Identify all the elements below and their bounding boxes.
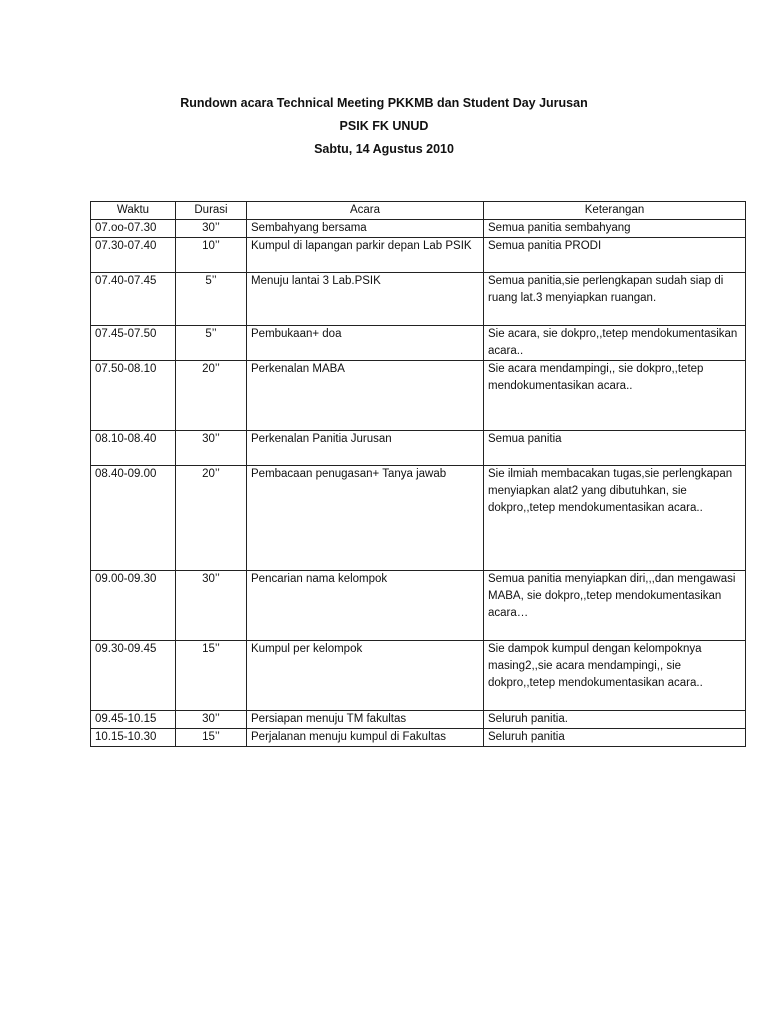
cell-acara: Kumpul di lapangan parkir depan Lab PSIK	[247, 238, 484, 273]
cell-durasi: 5’’	[176, 273, 247, 326]
cell-keterangan: Semua panitia menyiapkan diri,,,dan mengawasi MABA, sie dokpro,,tetep mendokumentasikan acara…	[484, 571, 746, 641]
table-row	[91, 220, 746, 238]
cell-waktu: 07.oo-07.30	[91, 220, 176, 238]
cell-keterangan: Sie dampok kumpul dengan kelompoknya masing2,,sie acara mendampingi,, sie dokpro,,tetep mendokumentasikan acara..	[484, 641, 746, 711]
rundown-table	[90, 201, 746, 747]
cell-durasi: 20’’	[176, 466, 247, 571]
cell-waktu: 07.50-08.10	[91, 361, 176, 431]
table-row	[91, 729, 746, 747]
table-row	[91, 238, 746, 273]
cell-durasi: 15’’	[176, 641, 247, 711]
cell-durasi: 30’’	[176, 431, 247, 466]
cell-durasi: 5’’	[176, 326, 247, 361]
title-line-1: Rundown acara Technical Meeting PKKMB dan Student Day Jurusan	[180, 96, 588, 110]
table-row	[91, 571, 746, 641]
cell-waktu: 08.10-08.40	[91, 431, 176, 466]
header-acara: Acara	[247, 202, 484, 220]
cell-acara: Menuju lantai 3 Lab.PSIK	[247, 273, 484, 326]
cell-acara: Kumpul per kelompok	[247, 641, 484, 711]
cell-acara: Sembahyang bersama	[247, 220, 484, 238]
cell-durasi: 10’’	[176, 238, 247, 273]
table-row	[91, 431, 746, 466]
cell-keterangan: Semua panitia,sie perlengkapan sudah siap di ruang lat.3 menyiapkan ruangan.	[484, 273, 746, 326]
cell-waktu: 07.45-07.50	[91, 326, 176, 361]
cell-waktu: 08.40-09.00	[91, 466, 176, 571]
cell-durasi: 30’’	[176, 220, 247, 238]
cell-keterangan: Sie acara, sie dokpro,,tetep mendokumentasikan acara..	[484, 326, 746, 361]
cell-waktu: 09.45-10.15	[91, 711, 176, 729]
document-title	[0, 92, 768, 161]
header-keterangan: Keterangan	[484, 202, 746, 220]
table-row	[91, 361, 746, 431]
table-row	[91, 641, 746, 711]
header-waktu: Waktu	[91, 202, 176, 220]
cell-waktu: 10.15-10.30	[91, 729, 176, 747]
table-header-row	[91, 202, 746, 220]
cell-keterangan: Semua panitia sembahyang	[484, 220, 746, 238]
cell-keterangan: Semua panitia PRODI	[484, 238, 746, 273]
cell-keterangan: Seluruh panitia	[484, 729, 746, 747]
cell-waktu: 09.30-09.45	[91, 641, 176, 711]
cell-durasi: 30’’	[176, 571, 247, 641]
cell-keterangan: Sie acara mendampingi,, sie dokpro,,tetep mendokumentasikan acara..	[484, 361, 746, 431]
cell-durasi: 20’’	[176, 361, 247, 431]
header-durasi: Durasi	[176, 202, 247, 220]
table-row	[91, 711, 746, 729]
table-row	[91, 466, 746, 571]
cell-durasi: 15’’	[176, 729, 247, 747]
cell-acara: Perkenalan Panitia Jurusan	[247, 431, 484, 466]
title-line-2: PSIK FK UNUD	[339, 119, 429, 133]
cell-keterangan: Semua panitia	[484, 431, 746, 466]
table-row	[91, 273, 746, 326]
cell-waktu: 07.30-07.40	[91, 238, 176, 273]
table-row	[91, 326, 746, 361]
cell-durasi: 30’’	[176, 711, 247, 729]
cell-waktu: 09.00-09.30	[91, 571, 176, 641]
cell-acara: Pencarian nama kelompok	[247, 571, 484, 641]
cell-acara: Persiapan menuju TM fakultas	[247, 711, 484, 729]
cell-keterangan: Sie ilmiah membacakan tugas,sie perlengkapan menyiapkan alat2 yang dibutuhkan, sie dokpro,,tetep mendokumentasikan acara..	[484, 466, 746, 571]
cell-keterangan: Seluruh panitia.	[484, 711, 746, 729]
title-line-3: Sabtu, 14 Agustus 2010	[314, 142, 454, 156]
cell-acara: Pembacaan penugasan+ Tanya jawab	[247, 466, 484, 571]
cell-waktu: 07.40-07.45	[91, 273, 176, 326]
cell-acara: Perkenalan MABA	[247, 361, 484, 431]
cell-acara: Perjalanan menuju kumpul di Fakultas	[247, 729, 484, 747]
cell-acara: Pembukaan+ doa	[247, 326, 484, 361]
